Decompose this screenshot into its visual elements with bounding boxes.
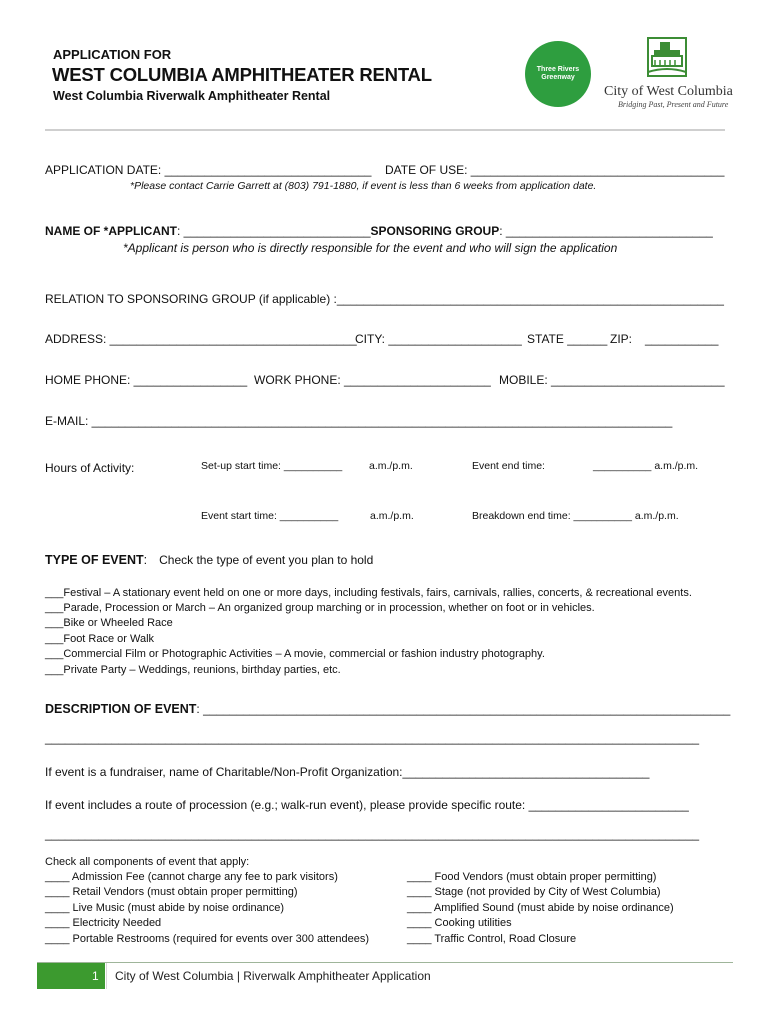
page-title: WEST COLUMBIA AMPHITHEATER RENTAL [52,64,432,85]
component-amplified-sound[interactable]: ____ Amplified Sound (must abide by noise ordinance) [407,902,674,914]
city-logo-name: City of West Columbia [604,84,733,99]
breakdown-end-field[interactable]: Breakdown end time: __________ a.m./p.m. [472,510,679,522]
footer-text: City of West Columbia | Riverwalk Amphitheater Application [115,969,431,983]
event-option-film[interactable]: ___Commercial Film or Photographic Activities – A movie, commercial or fashion industry photography. [45,648,545,660]
sponsor-line[interactable]: : _______________________________ [499,224,713,238]
component-retail-vendors[interactable]: ____ Retail Vendors (must obtain proper permitting) [45,886,298,898]
applicant-note: *Applicant is person who is directly responsible for the event and who will sign the application [123,241,618,255]
pre-title: APPLICATION FOR [53,47,172,62]
address-field[interactable]: ADDRESS: _____________________________________ [45,332,357,346]
setup-time-field[interactable]: Set-up start time: __________ [201,460,343,472]
sponsor-label: SPONSORING GROUP [370,224,500,238]
route-field[interactable]: If event includes a route of procession (e.g.; walk-run event), please provide specific route: ________________________ [45,798,689,812]
application-date-field[interactable]: APPLICATION DATE: _______________________________ [45,163,372,177]
event-start-field[interactable]: Event start time: __________ [201,510,339,522]
component-admission-fee[interactable]: ____ Admission Fee (cannot charge any fee to park visitors) [45,871,338,883]
applicant-label: NAME OF *APPLICANT [45,224,177,238]
type-of-event-heading [45,553,373,567]
date-of-use-field[interactable]: DATE OF USE: ______________________________________ [385,163,725,177]
state-field[interactable]: STATE ______ [527,332,608,346]
event-option-foot-race[interactable]: ___Foot Race or Walk [45,633,155,645]
relation-field[interactable]: RELATION TO SPONSORING GROUP (if applicable) :__________________________________________________________ [45,292,724,306]
city-logo [600,34,733,112]
event-end-label: Event end time: [472,460,545,472]
type-of-event-label: TYPE OF EVENT [45,553,144,567]
city-field[interactable]: CITY: ____________________ [355,332,522,346]
zip-label: ZIP: [610,332,633,346]
event-option-private-party[interactable]: ___Private Party – Weddings, reunions, birthday parties, etc. [45,664,341,676]
description-field[interactable] [45,702,730,716]
city-logo-tagline: Bridging Past, Present and Future [618,100,729,109]
three-rivers-greenway-logo [525,41,591,107]
route-line2[interactable]: __________________________________________________________________________________________________ [45,827,700,841]
badge-line2: Greenway [541,74,575,81]
component-stage[interactable]: ____ Stage (not provided by City of West Columbia) [407,886,661,898]
component-cooking-utilities[interactable]: ____ Cooking utilities [407,917,512,929]
applicant-field[interactable] [45,224,713,238]
description-label: DESCRIPTION OF EVENT [45,702,197,716]
page-subtitle: West Columbia Riverwalk Amphitheater Rental [53,89,331,103]
event-start-ampm: a.m./p.m. [370,510,414,522]
component-food-vendors[interactable]: ____ Food Vendors (must obtain proper permitting) [407,871,657,883]
component-electricity[interactable]: ____ Electricity Needed [45,917,162,929]
footer-divider [37,962,733,963]
footer-page-number: 1 [92,969,99,983]
components-intro: Check all components of event that apply: [45,856,250,868]
date-note: *Please contact Carrie Garrett at (803) 791-1880, if event is less than 6 weeks from application date. [130,180,597,192]
event-option-bike[interactable]: ___Bike or Wheeled Race [45,617,173,629]
city-building-icon [644,34,690,82]
event-option-parade[interactable]: ___Parade, Procession or March – An organized group marching or in procession, whether on foot or in vehicles. [45,602,595,614]
applicant-line[interactable]: : ____________________________ [177,224,371,238]
event-end-field[interactable]: __________ a.m./p.m. [593,460,699,472]
description-line2[interactable]: __________________________________________________________________________________________________ [45,731,700,745]
component-traffic-control[interactable]: ____ Traffic Control, Road Closure [407,933,577,945]
badge-line1: Three Rivers [536,65,580,73]
footer-separator [106,963,107,989]
mobile-field[interactable]: MOBILE: __________________________ [499,373,725,387]
type-of-event-colon: : [143,553,148,567]
type-of-event-instruction: Check the type of event you plan to hold [159,553,374,567]
zip-field[interactable]: ___________ [645,332,719,346]
component-live-music[interactable]: ____ Live Music (must abide by noise ordinance) [45,902,285,914]
home-phone-field[interactable]: HOME PHONE: _________________ [45,373,248,387]
hours-label: Hours of Activity: [45,461,135,475]
component-portable-restrooms[interactable]: ____ Portable Restrooms (required for events over 300 attendees) [45,933,370,945]
event-option-festival[interactable]: ___Festival – A stationary event held on one or more days, including festivals, fairs, carnivals, rallies, concerts, & recreational events. [45,587,692,599]
setup-ampm: a.m./p.m. [369,460,413,472]
work-phone-field[interactable]: WORK PHONE: ______________________ [254,373,491,387]
description-line1[interactable]: : _______________________________________________________________________________ [196,702,731,716]
email-field[interactable]: E-MAIL: _______________________________________________________________________________________ [45,414,673,428]
header-divider [45,129,725,131]
fundraiser-field[interactable]: If event is a fundraiser, name of Charitable/Non-Profit Organization:_____________________________________ [45,765,650,779]
